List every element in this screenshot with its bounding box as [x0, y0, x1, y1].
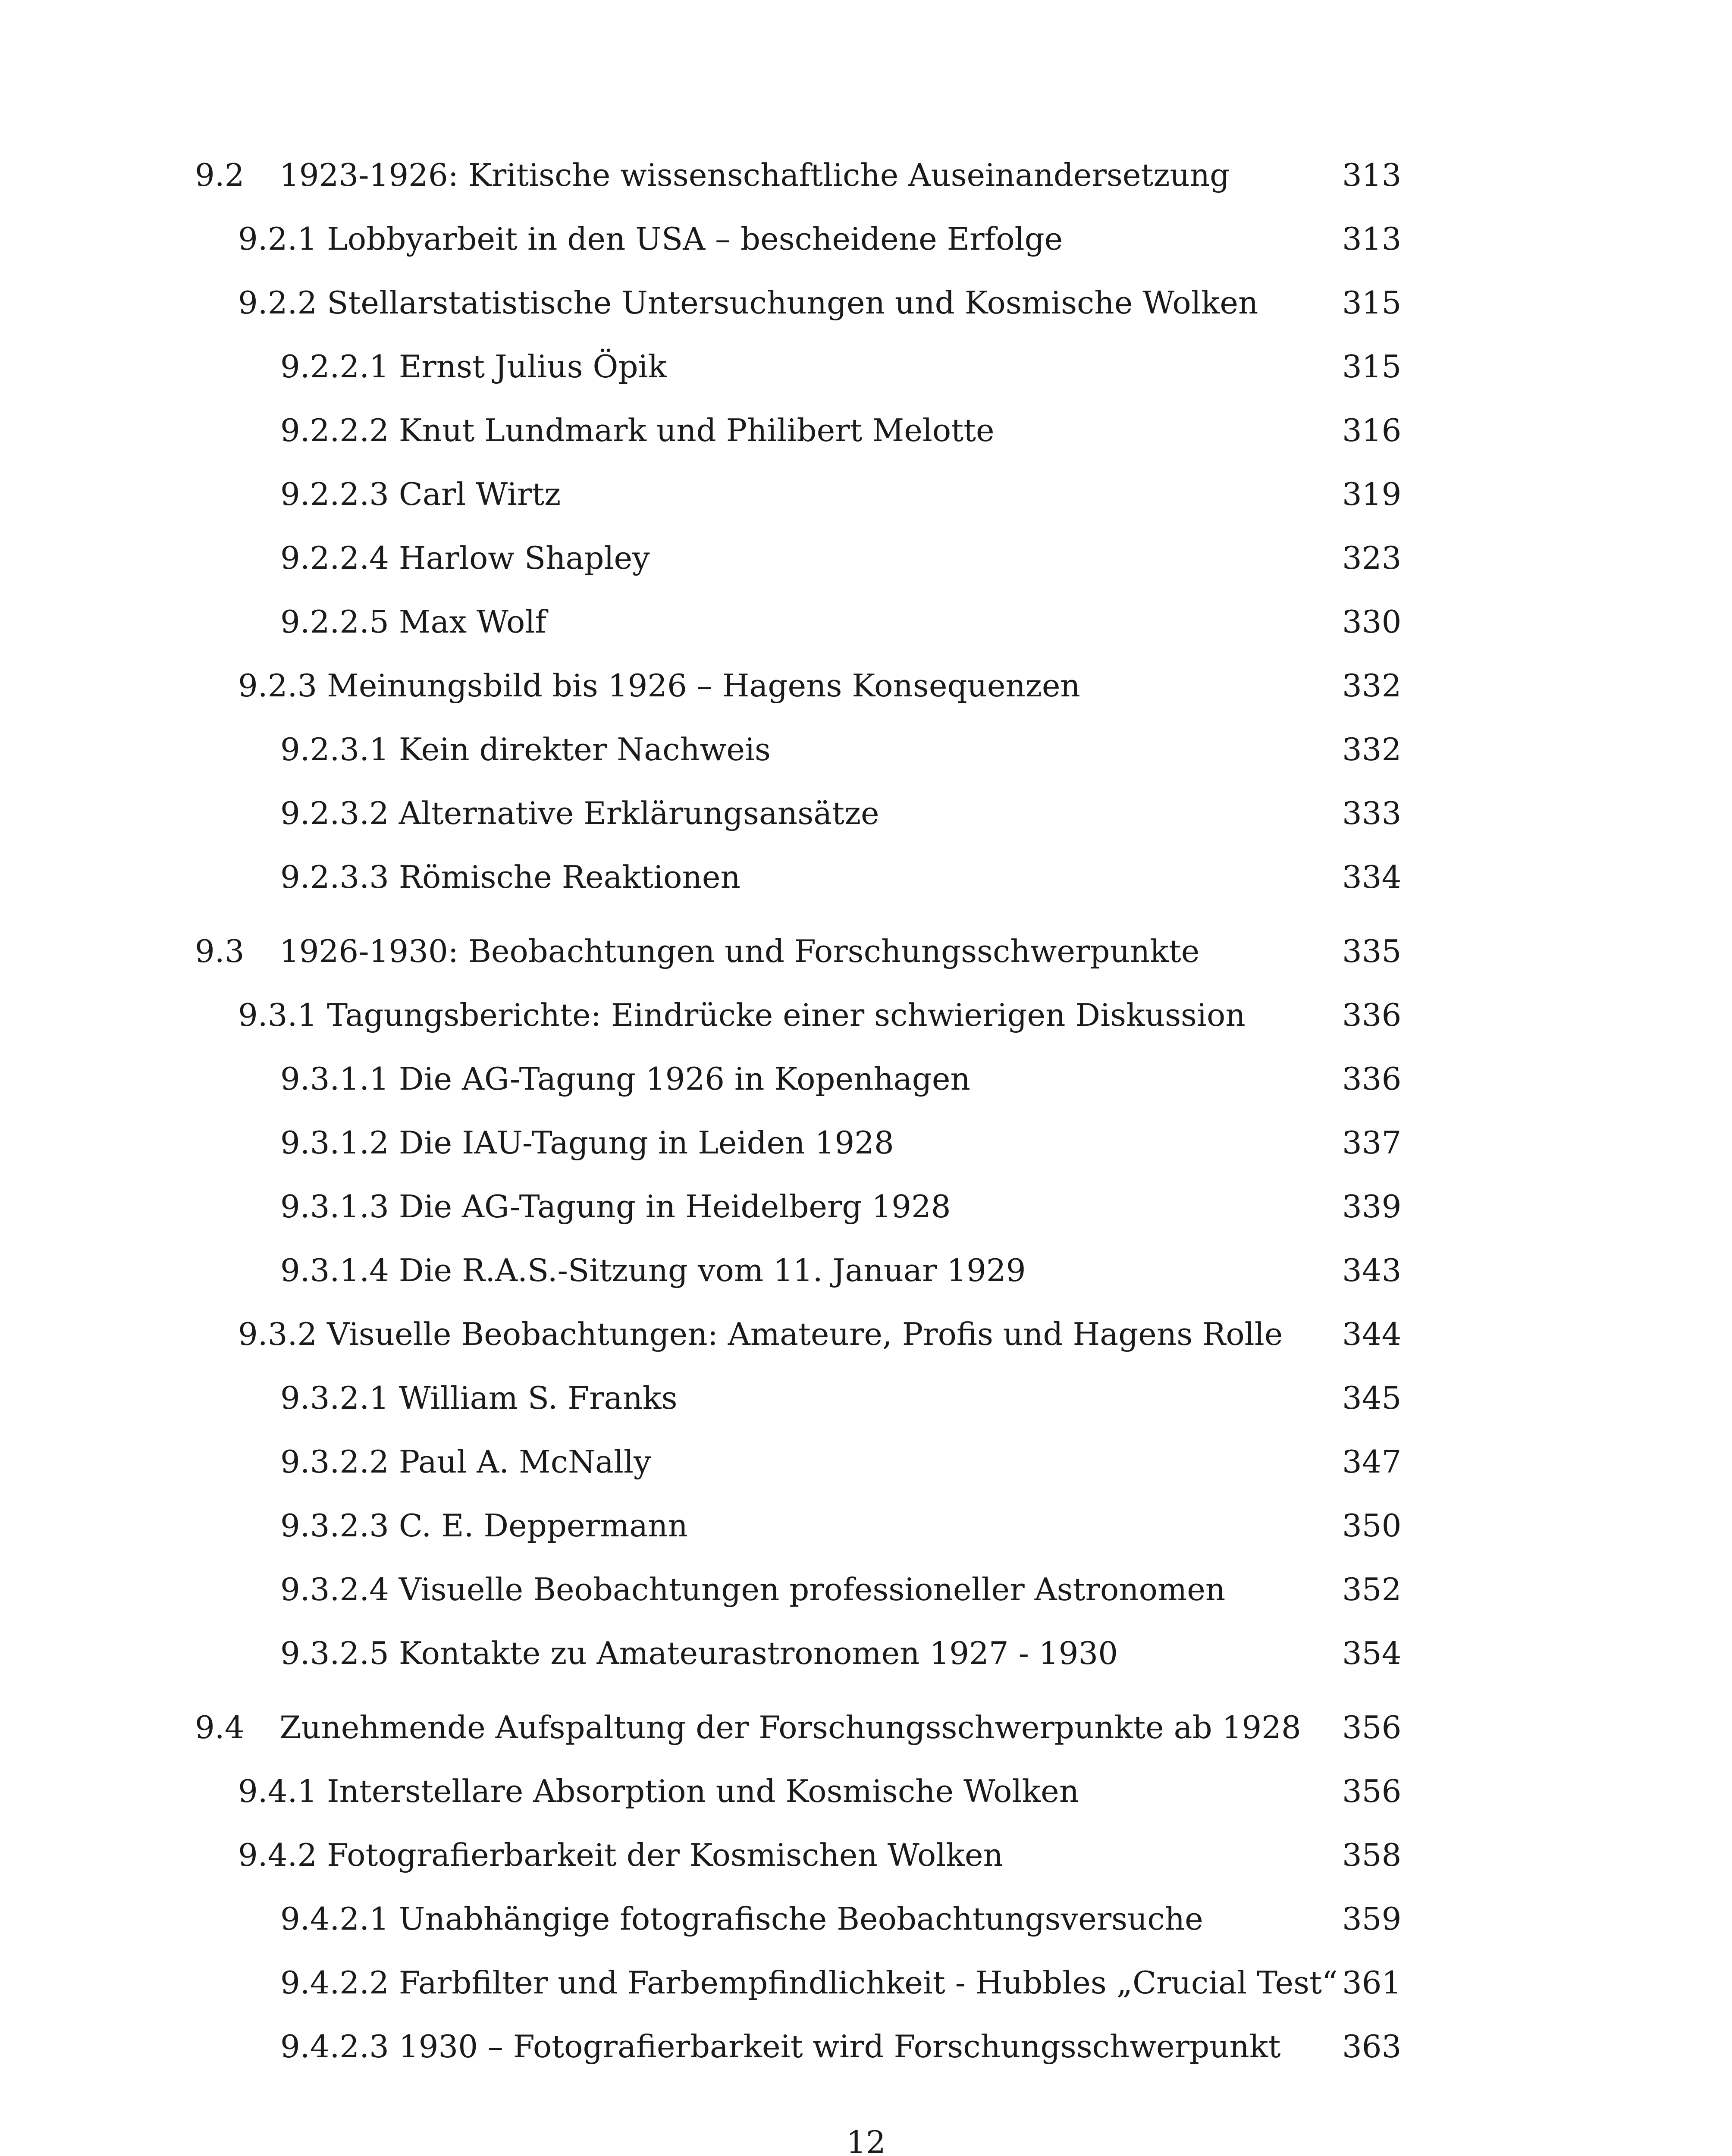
toc-entry-page: 313 [1342, 157, 1402, 193]
toc-entry-title: Visuelle Beobachtungen professioneller Astronomen [398, 1571, 1226, 1608]
toc-entry [280, 1053, 970, 1105]
toc-entry-title: Fotografierbarkeit der Kosmischen Wolken [327, 1837, 1003, 1873]
toc-entry [280, 1893, 1203, 1945]
toc-entry-page: 339 [1342, 1188, 1402, 1225]
toc-entry [280, 404, 995, 456]
toc-entry-number: 9.3.1.3 [280, 1188, 389, 1225]
toc-entry-title: Interstellare Absorption und Kosmische Wolken [327, 1773, 1079, 1809]
toc-entry-title: Meinungsbild bis 1926 – Hagens Konsequenzen [327, 667, 1080, 704]
toc-entry-number: 9.4.1 [238, 1773, 317, 1809]
toc-entry [238, 660, 1080, 711]
toc-entry-number: 9.3.1.2 [280, 1125, 389, 1161]
toc-entry-page: 334 [1342, 859, 1402, 895]
toc-entry-page: 347 [1342, 1444, 1402, 1480]
toc-entry-title: 1926-1930: Beobachtungen und Forschungsschwerpunkte [279, 933, 1200, 969]
toc-entry [280, 596, 546, 648]
toc-entry [238, 1765, 1079, 1817]
toc-entry [280, 1436, 651, 1488]
toc-entry-page: 361 [1342, 1965, 1402, 2001]
toc-entry-number: 9.2.2 [238, 285, 317, 321]
toc-entry [280, 724, 771, 775]
toc-entry [238, 1829, 1003, 1881]
toc-entry-title: 1923-1926: Kritische wissenschaftliche Auseinandersetzung [279, 157, 1230, 193]
toc-entry [280, 468, 561, 520]
toc-entry-title: Carl Wirtz [398, 476, 561, 512]
toc-entry-number: 9.2.2.3 [280, 476, 389, 512]
toc-entry [280, 532, 650, 584]
toc-entry [238, 1308, 1283, 1360]
toc-entry-title: Ernst Julius Öpik [398, 348, 667, 385]
toc-entry-title: Tagungsberichte: Eindrücke einer schwierigen Diskussion [327, 997, 1246, 1033]
toc-entry-page: 354 [1342, 1635, 1402, 1671]
toc-entry-title: 1930 – Fotografierbarkeit wird Forschungsschwerpunkt [398, 2028, 1281, 2065]
toc-entry [195, 1702, 1301, 1753]
toc-entry-number: 9.2.2.2 [280, 412, 389, 448]
toc-entry-title: Lobbyarbeit in den USA – bescheidene Erfolge [327, 221, 1063, 257]
toc-entry-title: Alternative Erklärungsansätze [398, 795, 879, 831]
toc-entry-title: Harlow Shapley [398, 540, 650, 576]
toc-entry-number: 9.4.2 [238, 1837, 317, 1873]
toc-entry-number: 9.3.2.1 [280, 1380, 389, 1416]
toc-entry-number: 9.2.2.5 [280, 604, 389, 640]
toc-entry-page: 358 [1342, 1837, 1402, 1873]
toc-entry [280, 1957, 1338, 2009]
toc-entry-number: 9.3.2.2 [280, 1444, 389, 1480]
toc-entry-page: 352 [1342, 1571, 1402, 1608]
toc-entry-title: Visuelle Beobachtungen: Amateure, Profis und Hagens Rolle [327, 1316, 1283, 1352]
toc-entry-page: 332 [1342, 667, 1402, 704]
toc-entry-number: 9.3.1.1 [280, 1061, 389, 1097]
toc-entry-page: 356 [1342, 1773, 1402, 1809]
toc-entry-page: 330 [1342, 604, 1402, 640]
toc-entry [280, 341, 667, 392]
toc-entry-title: Unabhängige fotografische Beobachtungsversuche [398, 1901, 1203, 1937]
toc-entry-page: 356 [1342, 1709, 1402, 1745]
toc-entry-number: 9.3.2 [238, 1316, 317, 1352]
toc-entry-page: 336 [1342, 997, 1402, 1033]
toc-entry-title: Die R.A.S.-Sitzung vom 11. Januar 1929 [398, 1252, 1026, 1288]
toc-entry-page: 335 [1342, 933, 1402, 969]
toc-entry [280, 1181, 951, 1232]
toc-entry-number: 9.2.1 [238, 221, 317, 257]
toc-entry-number: 9.4.2.1 [280, 1901, 389, 1937]
toc-entry-page: 333 [1342, 795, 1402, 831]
toc-entry-page: 363 [1342, 2028, 1402, 2065]
toc-entry-number: 9.2 [195, 157, 245, 193]
toc-entry-page: 359 [1342, 1901, 1402, 1937]
toc-entry-page: 343 [1342, 1252, 1402, 1288]
toc-entry [238, 213, 1063, 265]
toc-entry-page: 319 [1342, 476, 1402, 512]
toc-entry-number: 9.4.2.2 [280, 1965, 389, 2001]
toc-entry-number: 9.3.2.5 [280, 1635, 389, 1671]
toc-entry-title: Paul A. McNally [398, 1444, 651, 1480]
toc-entry-title: Kontakte zu Amateurastronomen 1927 - 1930 [398, 1635, 1118, 1671]
toc-entry [195, 149, 1230, 201]
toc-entry-title: Knut Lundmark und Philibert Melotte [398, 412, 995, 448]
toc-entry-title: Die IAU-Tagung in Leiden 1928 [398, 1125, 894, 1161]
toc-entry-page: 315 [1342, 348, 1402, 385]
toc-entry-page: 332 [1342, 731, 1402, 768]
toc-entry-page: 313 [1342, 221, 1402, 257]
page-number-footer: 12 [846, 2124, 886, 2156]
toc-entry-number: 9.2.3.3 [280, 859, 389, 895]
toc-entry-title: Max Wolf [398, 604, 547, 640]
toc-entry-number: 9.4.2.3 [280, 2028, 389, 2065]
toc-entry-title: William S. Franks [398, 1380, 678, 1416]
toc-entry-number: 9.3 [195, 933, 245, 969]
toc-entry-number: 9.2.3.2 [280, 795, 389, 831]
toc-entry-number: 9.2.2.4 [280, 540, 389, 576]
toc-entry [238, 277, 1258, 329]
toc-entry-title: Zunehmende Aufspaltung der Forschungsschwerpunkte ab 1928 [279, 1709, 1301, 1745]
toc-entry-title: C. E. Deppermann [398, 1507, 688, 1544]
toc-entry [280, 1117, 894, 1169]
toc-entry [280, 851, 740, 903]
toc-entry-page: 315 [1342, 285, 1402, 321]
toc-entry [238, 989, 1246, 1041]
toc-entry [280, 1564, 1225, 1615]
toc-entry-page: 345 [1342, 1380, 1402, 1416]
toc-entry-number: 9.4 [195, 1709, 245, 1745]
toc-entry-title: Farbfilter und Farbempfindlichkeit - Hubbles „Crucial Test“ [398, 1965, 1338, 2001]
toc-entry-title: Die AG-Tagung in Heidelberg 1928 [398, 1188, 951, 1225]
toc-entry [195, 925, 1199, 977]
toc-entry-title: Kein direkter Nachweis [398, 731, 771, 768]
toc-entry-title: Römische Reaktionen [398, 859, 740, 895]
toc-entry [280, 1244, 1026, 1296]
toc-entry-number: 9.3.1 [238, 997, 317, 1033]
toc-entry-number: 9.2.3 [238, 667, 317, 704]
toc-entry-title: Die AG-Tagung 1926 in Kopenhagen [398, 1061, 970, 1097]
toc-entry [280, 2021, 1280, 2072]
toc-entry-page: 323 [1342, 540, 1402, 576]
toc-entry-number: 9.3.2.3 [280, 1507, 389, 1544]
toc-entry-page: 337 [1342, 1125, 1402, 1161]
toc-entry [280, 1627, 1118, 1679]
toc-entry [280, 787, 879, 839]
toc-entry [280, 1372, 678, 1424]
toc-entry-title: Stellarstatistische Untersuchungen und Kosmische Wolken [327, 285, 1258, 321]
toc-entry [280, 1500, 688, 1551]
toc-entry-page: 350 [1342, 1507, 1402, 1544]
toc-entry-number: 9.2.3.1 [280, 731, 389, 768]
toc-entry-page: 316 [1342, 412, 1402, 448]
toc-entry-page: 336 [1342, 1061, 1402, 1097]
toc-entry-number: 9.3.1.4 [280, 1252, 389, 1288]
toc-entry-page: 344 [1342, 1316, 1402, 1352]
toc-entry-number: 9.3.2.4 [280, 1571, 389, 1608]
toc-entry-number: 9.2.2.1 [280, 348, 389, 385]
